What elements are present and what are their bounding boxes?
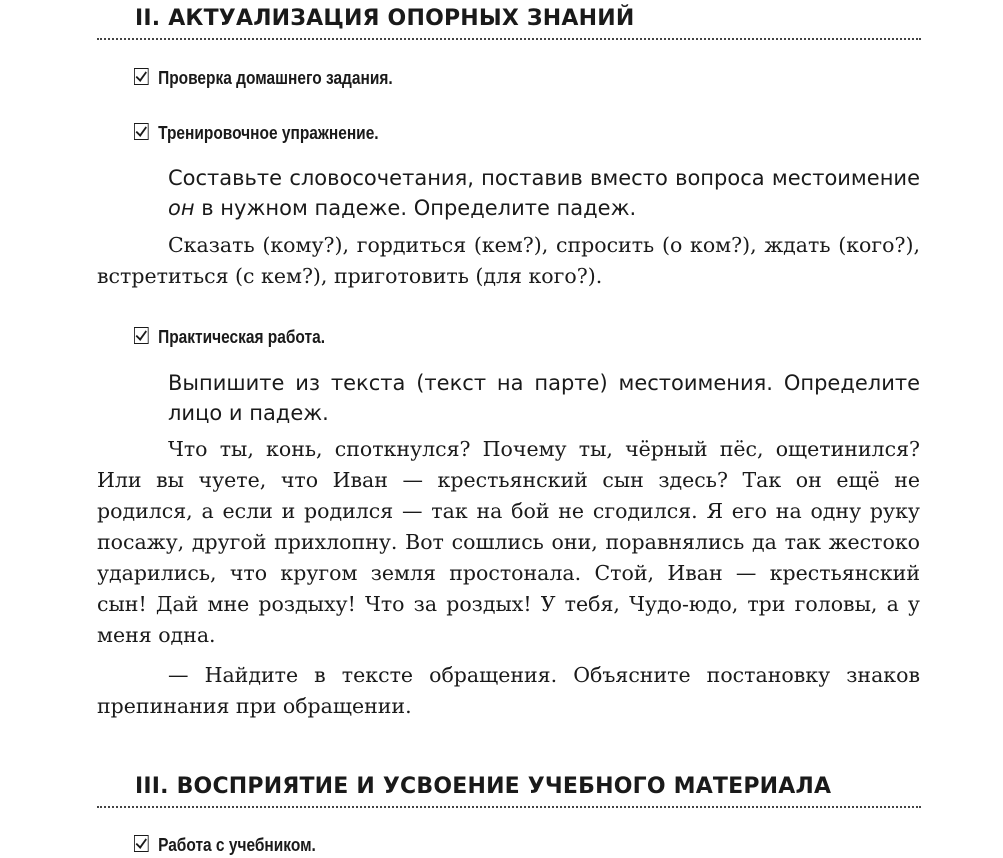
checklist-item-homework: [134, 66, 393, 90]
checklist-item-textbook: [134, 833, 316, 857]
training-task-text: [168, 163, 920, 223]
checkbox-icon: [134, 835, 149, 852]
checklist-item-label: Практическая работа.: [158, 327, 326, 347]
checklist-item-label: Тренировочное упражнение.: [158, 123, 379, 143]
practical-text-excerpt: Что ты, конь, споткнулся? Почему ты, чёрный пёс, ощетинился? Или вы чуете, что Иван — крестьянский сын здесь? Так он ещё не родился, а если и родился — так на бой не сгодился. Я его на одну руку посажу, другой прихлопну. Вот сошлись они, поравнялись да так жестоко ударились, что кругом земля простонала. Стой, Иван — крестьянский сын! Дай мне роздыху! Что за роздых! У тебя, Чудо-юдо, три головы, а у меня одна.: [97, 437, 920, 647]
checkbox-icon: [134, 68, 149, 85]
section-heading-3: III. ВОСПРИЯТИЕ И УСВОЕНИЕ УЧЕБНОГО МАТЕРИАЛА: [97, 772, 921, 808]
training-phrases: Сказать (кому?), гордиться (кем?), спросить (о ком?), ждать (кого?), встретиться (с кем?), приготовить (для кого?).: [97, 233, 920, 288]
checklist-item-practical: [134, 325, 325, 349]
practical-task-text: Выпишите из текста (текст на парте) местоимения. Определите лицо и падеж.: [168, 371, 920, 425]
task-text-part: Составьте словосочетания, поставив вместо вопроса местоимение: [168, 166, 920, 190]
pronoun-highlight: он: [168, 196, 195, 220]
question-text: — Найдите в тексте обращения. Объясните постановку знаков препинания при обращении.: [97, 663, 920, 718]
checkbox-icon: [134, 327, 149, 344]
checklist-item-label: Работа с учебником.: [158, 835, 316, 855]
checkbox-icon: [134, 123, 149, 140]
task-text-part: в нужном падеже. Определите падеж.: [194, 196, 637, 220]
section-heading-2: II. АКТУАЛИЗАЦИЯ ОПОРНЫХ ЗНАНИЙ: [97, 4, 921, 40]
checklist-item-label: Проверка домашнего задания.: [158, 68, 393, 88]
checklist-item-training: [134, 121, 379, 145]
